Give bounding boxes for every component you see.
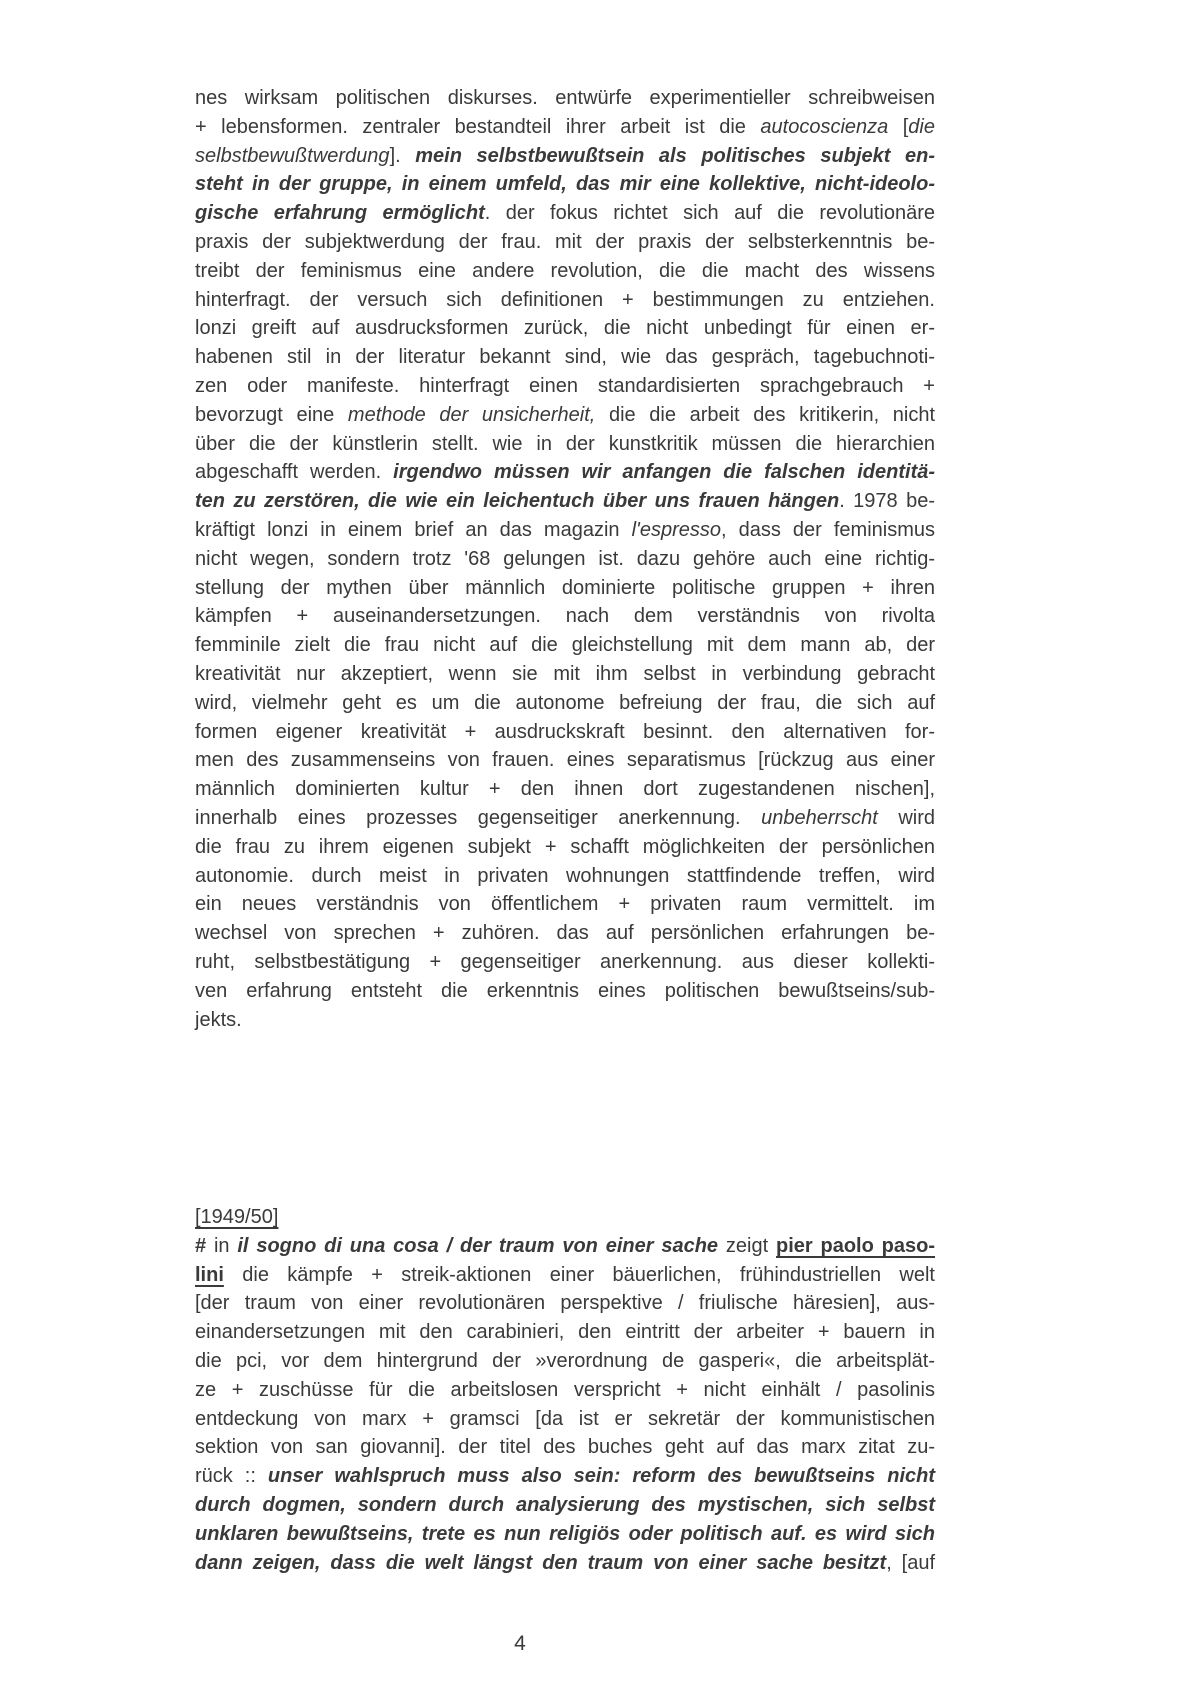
text-segment-normal: ein neues verständnis von öffentlichem + privaten raum vermittelt. im [195,893,935,916]
text-line-content [195,199,935,228]
paragraph-block-1 [195,84,935,1034]
text-line [195,890,935,919]
text-segment-italic: selbstbewußtwerdung [195,144,390,167]
text-segment-normal: wird [877,806,935,829]
text-segment-bold-italic: gische erfahrung ermöglicht [195,202,485,225]
text-segment-normal: ruht, selbstbestätigung + gegenseitiger anerkennung. aus dieser kollekti- [195,950,935,973]
text-segment-normal: lonzi greift auf ausdrucksformen zurück, die nicht unbedingt für einen er- [195,317,935,340]
text-line [195,228,935,257]
text-segment-normal: . 1978 be- [839,490,935,513]
text-segment-normal: wird, vielmehr geht es um die autonome befreiung der frau, die sich auf [195,691,935,714]
text-line [195,286,935,315]
text-line-content [195,862,935,891]
text-line [195,199,935,228]
text-line-content [195,1318,935,1347]
text-line [195,1289,935,1318]
text-segment-normal: . der fokus richtet sich auf die revolutionäre [484,202,935,225]
text-line-content [195,228,935,257]
text-segment-normal: über die der künstlerin stellt. wie in der kunstkritik müssen die hierarchien [195,432,935,455]
text-line-content [195,545,935,574]
text-line [195,1006,935,1035]
text-segment-bold-underlined: pier paolo paso- [775,1234,936,1257]
text-segment-bold-italic: durch dogmen, sondern durch analysierung des mystischen, sich selbst [195,1493,935,1516]
section-heading-year: [1949/50] [195,1206,279,1228]
text-line-content [195,718,935,747]
text-line [195,1261,935,1290]
text-line [195,602,935,631]
text-segment-normal: kämpfen + auseinandersetzungen. nach dem verständnis von rivolta [195,605,935,628]
text-line [195,401,935,430]
text-line [195,574,935,603]
text-segment-normal: wechsel von sprechen + zuhören. das auf persönlichen erfahrungen be- [195,922,935,945]
text-line-content [195,746,935,775]
text-segment-bold-italic: irgendwo müssen wir anfangen die falschen identitä- [393,461,936,484]
text-segment-normal: ]. [389,144,416,167]
text-segment-normal: entdeckung von marx + gramsci [da ist er sekretär der kommunistischen [195,1407,935,1430]
text-line [195,1433,935,1462]
text-line [195,1232,935,1261]
page-number: 4 [514,1632,526,1655]
text-segment-normal: habenen stil in der literatur bekannt sind, wie das gespräch, tagebuchnoti- [195,346,935,369]
text-segment-normal: in [206,1234,238,1257]
text-line [195,372,935,401]
text-line [195,516,935,545]
text-line-content [195,286,935,315]
text-segment-bold-italic: steht in der gruppe, in einem umfeld, das mir eine kollektive, nicht-ideolo- [195,173,935,196]
text-line [195,833,935,862]
text-segment-normal: innerhalb eines prozesses gegenseitiger anerkennung. [195,806,762,829]
text-segment-normal: die pci, vor dem hintergrund der »verordnung de gasperi«, die arbeitsplät- [195,1349,935,1372]
text-segment-normal: stellung der mythen über männlich dominierte politische gruppen + ihren [195,576,935,599]
text-line-content [195,516,935,545]
text-segment-normal: men des zusammenseins von frauen. eines separatismus [rückzug aus einer [195,749,935,772]
text-segment-normal: + lebensformen. zentraler bestandteil ihrer arbeit ist die [195,115,761,138]
text-line-content [195,1520,935,1549]
text-line-content [195,1289,935,1318]
text-line [195,487,935,516]
text-line-content [195,574,935,603]
text-line [195,746,935,775]
text-line [195,545,935,574]
text-line [195,804,935,833]
text-line [195,1376,935,1405]
text-line-content [195,1549,935,1578]
paragraph-block-2 [195,1232,935,1578]
text-line-content [195,948,935,977]
text-line-content [195,890,935,919]
text-line-content [195,487,935,516]
text-segment-normal: rück :: [195,1465,268,1488]
text-line [195,343,935,372]
text-segment-italic: die [908,115,935,138]
text-segment-normal: [der traum von einer revolutionären perspektive / friulische häresien], aus- [195,1292,935,1315]
text-line-content [195,314,935,343]
text-line-content [195,142,935,171]
text-segment-normal: kreativität nur akzeptiert, wenn sie mit ihm selbst in verbindung gebracht [195,662,935,685]
text-line-content [195,833,935,862]
text-segment-bold-italic: dann zeigen, dass die welt längst den traum von einer sache besitzt [195,1551,887,1574]
text-line-content [195,84,935,113]
text-line-content [195,660,935,689]
text-segment-normal: bevorzugt eine [195,403,348,426]
text-line-content [195,1006,242,1035]
text-segment-normal: femminile zielt die frau nicht auf die gleichstellung mit dem mann ab, der [195,634,935,657]
text-segment-normal: treibt der feminismus eine andere revolution, die die macht des wissens [195,259,935,282]
text-line [195,170,935,199]
text-line-content [195,775,935,804]
text-segment-normal: kräftigt lonzi in einem brief an das magazin [195,518,632,541]
text-segment-normal: zen oder manifeste. hinterfragt einen standardisierten sprachgebrauch + [195,374,935,397]
text-line [195,919,935,948]
text-line [195,1549,935,1578]
text-line [195,1520,935,1549]
text-line [195,1491,935,1520]
text-segment-normal: praxis der subjektwerdung der frau. mit der praxis der selbsterkenntnis be- [195,230,935,253]
text-line [195,948,935,977]
text-segment-normal: , [auf [886,1551,935,1574]
text-segment-normal: , dass der feminismus [721,518,936,541]
text-segment-bold: # [195,1234,207,1257]
text-segment-normal: die kämpfe + streik-aktionen einer bäuerlichen, frühindustriellen welt [223,1263,935,1286]
text-line [195,142,935,171]
text-line [195,1347,935,1376]
text-segment-normal: abgeschafft werden. [195,461,394,484]
text-segment-normal: zeigt [718,1234,776,1257]
text-line-content [195,977,935,1006]
text-line [195,862,935,891]
text-line-content [195,113,935,142]
text-line-content [195,401,935,430]
text-segment-normal: sektion von san giovanni]. der titel des buches geht auf das marx zitat zu- [195,1436,935,1459]
text-segment-bold-italic: unklaren bewußtseins, trete es nun religiös oder politisch auf. es wird sich [195,1522,935,1545]
text-segment-normal: ven erfahrung entsteht die erkenntnis eines politischen bewußtseins/sub- [195,979,935,1002]
text-line-content [195,1405,935,1434]
text-segment-normal: einandersetzungen mit den carabinieri, den eintritt der arbeiter + bauern in [195,1321,935,1344]
text-segment-normal: die die arbeit des kritikerin, nicht [595,403,936,426]
text-segment-italic: l'espresso [631,518,722,541]
text-line [195,1318,935,1347]
section-1949-50 [195,1203,935,1577]
text-segment-italic: unbeherrscht [761,806,878,829]
text-segment-normal: ze + zuschüsse für die arbeitslosen verspricht + nicht einhält / pasolinis [195,1378,935,1401]
text-line-content [195,170,935,199]
text-segment-normal: nes wirksam politischen diskurses. entwürfe experimentieller schreibweisen [195,87,935,109]
text-line [195,1462,935,1491]
text-segment-bold-underlined: lini [195,1263,224,1286]
text-line-content [195,602,935,631]
text-line-content [195,372,935,401]
text-segment-normal: autonomie. durch meist in privaten wohnungen stattfindende treffen, wird [195,864,935,887]
text-segment-bold-italic: unser wahlspruch muss also sein: reform des bewußtseins nicht [267,1465,936,1488]
text-line-content [195,257,935,286]
text-line-content [195,1433,935,1462]
text-line-content [195,1462,935,1491]
text-segment-italic: methode der unsicherheit, [347,403,596,426]
text-line [195,660,935,689]
text-segment-normal: die frau zu ihrem eigenen subjekt + schafft möglichkeiten der persönlichen [195,835,935,858]
text-line [195,458,935,487]
text-line-content [195,343,935,372]
text-segment-normal: männlich dominierten kultur + den ihnen dort zugestandenen nischen], [195,778,935,801]
text-line [195,718,935,747]
text-line [195,84,935,113]
text-segment-bold-italic: ten zu zerstören, die wie ein leichentuch über uns frauen hängen [195,490,840,513]
text-line-content [195,919,935,948]
text-segment-normal: hinterfragt. der versuch sich definitionen + bestimmungen zu entziehen. [195,288,935,311]
text-line [195,689,935,718]
text-segment-italic: autocoscienza [760,115,889,138]
text-line [195,1405,935,1434]
text-line-content [195,430,935,459]
text-line [195,430,935,459]
text-line-content [195,1347,935,1376]
text-line [195,977,935,1006]
text-line-content [195,689,935,718]
text-line [195,257,935,286]
text-segment-normal: formen eigener kreativität + ausdruckskraft besinnt. den alternativen for- [195,720,935,743]
text-segment-normal: jekts. [195,1008,242,1031]
text-segment-bold-italic: mein selbstbewußtsein als politisches subjekt en- [415,144,935,167]
text-line-content [195,804,935,833]
text-line-content [195,1376,935,1405]
text-line [195,775,935,804]
text-line [195,314,935,343]
text-line [195,113,935,142]
text-line-content [195,1232,935,1261]
text-line-content [195,458,935,487]
text-segment-normal: [ [888,115,909,138]
text-line-content [195,1491,935,1520]
text-line-content [195,631,935,660]
text-segment-bold-italic: il sogno di una cosa / der traum von einer sache [237,1234,719,1257]
text-line [195,631,935,660]
text-segment-normal: nicht wegen, sondern trotz '68 gelungen ist. dazu gehöre auch eine richtig- [195,547,935,570]
text-line-content [195,1261,935,1290]
